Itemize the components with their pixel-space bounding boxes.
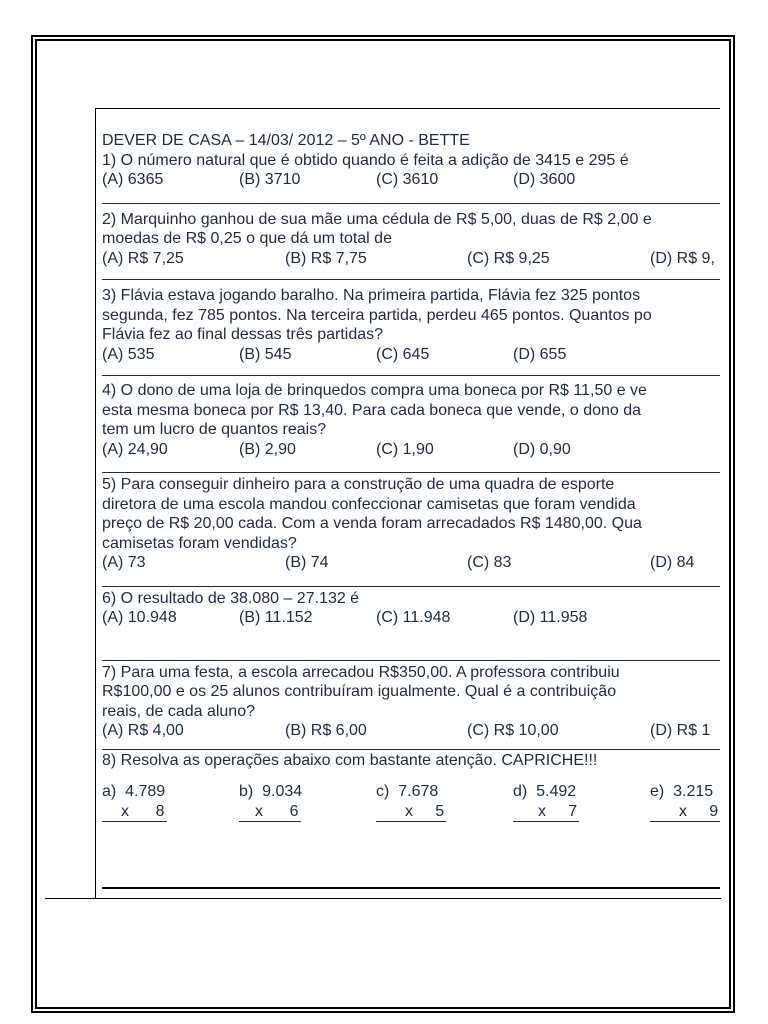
answer-line [102,887,720,889]
question-5-options [102,553,720,573]
option: (D) 655 [513,345,567,363]
operation-d: d) 5.492 x 7 [513,782,579,822]
option: (A) R$ 4,00 [102,722,184,739]
question-7-line: 7) Para uma festa, a escola arrecadou R$350,00. A professora contribuiu [102,663,620,681]
worksheet-content [102,131,720,822]
option: (C) 11.948 [376,609,451,626]
option: (C) R$ 9,25 [467,249,550,267]
question-4-line: tem um lucro de quantos reais? [102,421,327,438]
option: (D) 3600 [513,171,576,188]
worksheet [95,108,720,899]
question-2-options [102,249,720,269]
option: (D) 0,90 [513,440,571,458]
question-2-line: 2) Marquinho ganhou de sua mãe uma cédula de R$ 5,00, duas de R$ 2,00 e [102,210,652,228]
option: (A) R$ 7,25 [102,249,184,267]
operation-b: b) 9.034 x 6 [239,782,302,822]
option: (B) 545 [239,345,292,363]
question-4-line: 4) O dono de uma loja de brinquedos compra uma boneca por R$ 11,50 e ve [102,382,647,399]
option: (C) 83 [467,554,512,571]
option: (D) 11.958 [513,609,588,626]
option: (B) 11.152 [239,609,313,626]
option: (C) 1,90 [376,440,434,458]
option: (B) 2,90 [239,440,296,458]
option: (A) 535 [102,345,155,363]
operation-e: e) 3.215 x 9 [650,782,720,822]
option: (A) 10.948 [102,609,177,626]
multiplication-operations [102,782,720,822]
question-7-line: reais, de cada aluno? [102,702,255,720]
question-3-line: 3) Flávia estava jogando baralho. Na primeira partida, Flávia fez 325 pontos [102,287,641,304]
question-1-text: 1) O número natural que é obtido quando é feita a adição de 3415 e 295 é [102,151,629,169]
option: (C) 3610 [376,171,439,188]
option: (A) 73 [102,554,146,571]
question-1-options [102,170,720,190]
question-3-line: Flávia fez ao final dessas três partidas? [102,326,384,343]
question-5-line: camisetas foram vendidas? [102,534,297,552]
question-7-line: R$100,00 e os 25 alunos contribuíram igualmente. Qual é a contribuição [102,683,617,700]
option: (D) R$ 1 [650,722,711,739]
option: (B) 3710 [239,171,301,188]
question-2-line: moedas de R$ 0,25 o que dá um total de [102,230,392,247]
question-6-options [102,608,720,628]
operation-a: a) 4.789 x 8 [102,782,167,822]
operation-c: c) 7.678 x 5 [376,782,446,822]
question-5-line: preço de R$ 20,00 cada. Com a venda foram arrecadados R$ 1480,00. Qua [102,515,642,532]
question-4-options [102,440,720,460]
question-7-options [102,721,720,741]
option: (D) R$ 9, [650,249,715,267]
question-3-options [102,345,720,365]
question-6-text: 6) O resultado de 38.080 – 27.132 é [102,589,360,607]
option: (B) R$ 6,00 [285,722,367,739]
question-8-text: 8) Resolva as operações abaixo com bastante atenção. CAPRICHE!!! [102,751,598,769]
option: (C) 645 [376,345,430,363]
question-3-line: segunda, fez 785 pontos. Na terceira partida, perdeu 465 pontos. Quantos po [102,306,652,324]
option: (A) 24,90 [102,440,168,458]
option: (A) 6365 [102,171,164,188]
option: (C) R$ 10,00 [467,722,559,739]
option: (D) 84 [650,554,695,571]
option: (B) R$ 7,75 [285,249,367,267]
worksheet-header: DEVER DE CASA – 14/03/ 2012 – 5º ANO - BETTE [102,132,470,149]
question-4-line: esta mesma boneca por R$ 13,40. Para cada boneca que vende, o dono da [102,401,642,419]
option: (B) 74 [285,554,329,571]
question-5-line: 5) Para conseguir dinheiro para a construção de uma quadra de esporte [102,476,615,493]
question-5-line: diretora de uma escola mandou confeccionar camisetas que foram vendida [102,495,636,513]
